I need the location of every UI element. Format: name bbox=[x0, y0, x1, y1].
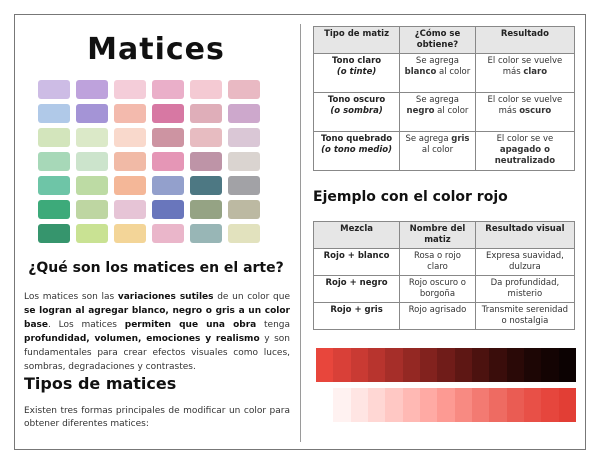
color-swatch bbox=[114, 104, 146, 123]
color-swatch bbox=[152, 104, 184, 123]
how-text: al color bbox=[421, 145, 454, 155]
intro-bold: se logran al agregar blanco, negro o gris a un color base bbox=[24, 306, 290, 330]
table-header: Tipo de matiz bbox=[314, 27, 400, 54]
result-cell bbox=[475, 54, 574, 93]
color-swatch bbox=[76, 224, 108, 243]
gradient-step bbox=[541, 388, 558, 422]
watercolor-swatch-image bbox=[38, 80, 264, 248]
gradient-step bbox=[507, 388, 524, 422]
gradient-step bbox=[351, 388, 368, 422]
color-swatch bbox=[152, 80, 184, 99]
color-swatch bbox=[228, 224, 260, 243]
gradient-step bbox=[541, 348, 558, 382]
page-title: Matices bbox=[87, 32, 225, 67]
table-row bbox=[314, 276, 575, 303]
intro-text: tenga bbox=[256, 320, 291, 330]
column-divider bbox=[300, 24, 301, 442]
white-to-red-gradient-strip bbox=[316, 388, 576, 422]
gradient-step bbox=[437, 388, 454, 422]
table-row bbox=[314, 93, 575, 132]
mix-cell: Rojo + blanco bbox=[314, 249, 400, 276]
result-text: El color se ve bbox=[496, 134, 554, 144]
gradient-step bbox=[368, 348, 385, 382]
color-swatch bbox=[114, 200, 146, 219]
table-row bbox=[314, 54, 575, 93]
color-swatch bbox=[38, 80, 70, 99]
how-cell bbox=[400, 132, 476, 171]
color-swatch bbox=[76, 200, 108, 219]
intro-bold: profundidad, volumen, emociones y realismo bbox=[24, 334, 260, 344]
color-swatch bbox=[228, 152, 260, 171]
color-swatch bbox=[152, 224, 184, 243]
color-swatch bbox=[228, 176, 260, 195]
color-swatch bbox=[152, 128, 184, 147]
color-swatch bbox=[38, 200, 70, 219]
how-cell bbox=[400, 54, 476, 93]
how-text: al color bbox=[436, 67, 471, 77]
color-swatch bbox=[76, 152, 108, 171]
gradient-step bbox=[385, 388, 402, 422]
color-swatch bbox=[190, 128, 222, 147]
gradient-step bbox=[559, 388, 576, 422]
gradient-step bbox=[559, 348, 576, 382]
gradient-step bbox=[385, 348, 402, 382]
how-bold: negro bbox=[406, 106, 435, 116]
color-swatch bbox=[190, 104, 222, 123]
matiz-type-cell bbox=[314, 54, 400, 93]
how-text: Se agrega bbox=[405, 134, 452, 144]
table-header: Mezcla bbox=[314, 222, 400, 249]
matiz-type-name: Tono claro bbox=[332, 56, 382, 66]
gradient-step bbox=[316, 388, 333, 422]
color-swatch bbox=[76, 104, 108, 123]
color-swatch bbox=[228, 104, 260, 123]
color-swatch bbox=[38, 224, 70, 243]
how-text: Se agrega bbox=[415, 56, 459, 66]
color-swatch bbox=[76, 176, 108, 195]
gradient-step bbox=[403, 348, 420, 382]
example-heading: Ejemplo con el color rojo bbox=[313, 189, 508, 205]
color-swatch bbox=[114, 128, 146, 147]
result-text: El color se vuelve más bbox=[487, 56, 563, 77]
matiz-type-cell bbox=[314, 93, 400, 132]
matiz-type-alt: (o tono medio) bbox=[321, 145, 392, 155]
color-swatch bbox=[152, 200, 184, 219]
red-example-table bbox=[313, 221, 575, 330]
gradient-step bbox=[403, 388, 420, 422]
table-header: Resultado bbox=[475, 27, 574, 54]
gradient-step bbox=[316, 348, 333, 382]
color-swatch bbox=[114, 80, 146, 99]
color-swatch bbox=[190, 152, 222, 171]
color-swatch bbox=[38, 176, 70, 195]
result-cell bbox=[475, 132, 574, 171]
shade-name-cell: Rojo agrisado bbox=[400, 303, 476, 330]
gradient-step bbox=[333, 348, 350, 382]
question-heading: ¿Qué son los matices en el arte? bbox=[28, 260, 284, 276]
gradient-step bbox=[420, 388, 437, 422]
shade-name-cell: Rosa o rojo claro bbox=[400, 249, 476, 276]
mix-cell: Rojo + negro bbox=[314, 276, 400, 303]
gradient-step bbox=[351, 348, 368, 382]
how-cell bbox=[400, 93, 476, 132]
matiz-type-alt: (o sombra) bbox=[330, 106, 383, 116]
table-header-row bbox=[314, 222, 575, 249]
how-bold: blanco bbox=[404, 67, 437, 77]
gradient-step bbox=[472, 388, 489, 422]
table-header-row bbox=[314, 27, 575, 54]
color-swatch bbox=[228, 200, 260, 219]
intro-bold: variaciones sutiles bbox=[117, 292, 214, 302]
color-swatch bbox=[76, 128, 108, 147]
gradient-step bbox=[489, 348, 506, 382]
color-swatch bbox=[190, 80, 222, 99]
result-text: El color se vuelve más bbox=[487, 95, 563, 116]
matiz-type-name: Tono oscuro bbox=[327, 95, 386, 105]
left-column bbox=[22, 18, 290, 67]
color-swatch bbox=[152, 176, 184, 195]
table-row bbox=[314, 132, 575, 171]
shade-name-cell: Rojo oscuro o borgoña bbox=[400, 276, 476, 303]
color-swatch bbox=[228, 128, 260, 147]
color-swatch bbox=[114, 176, 146, 195]
gradient-step bbox=[368, 388, 385, 422]
types-paragraph: Existen tres formas principales de modificar un color para obtener diferentes matices: bbox=[24, 406, 290, 429]
visual-result-cell: Transmite serenidad o nostalgia bbox=[475, 303, 574, 330]
how-bold: gris bbox=[451, 134, 470, 144]
gradient-step bbox=[489, 388, 506, 422]
gradient-step bbox=[437, 348, 454, 382]
matiz-types-table bbox=[313, 26, 575, 171]
gradient-step bbox=[524, 388, 541, 422]
gradient-step bbox=[455, 348, 472, 382]
gradient-step bbox=[333, 388, 350, 422]
intro-paragraph bbox=[24, 290, 290, 374]
red-to-black-gradient-strip bbox=[316, 348, 576, 382]
table-header: ¿Cómo se obtiene? bbox=[400, 27, 476, 54]
color-swatch bbox=[38, 128, 70, 147]
intro-bold: permiten que una obra bbox=[124, 320, 257, 330]
gradient-step bbox=[420, 348, 437, 382]
visual-result-cell: Da profundidad, misterio bbox=[475, 276, 574, 303]
how-text: al color bbox=[434, 106, 469, 116]
mix-cell: Rojo + gris bbox=[314, 303, 400, 330]
color-swatch bbox=[38, 152, 70, 171]
result-bold: apagado o neutralizado bbox=[494, 145, 556, 166]
matiz-type-alt: (o tinte) bbox=[336, 67, 377, 77]
color-swatch bbox=[76, 80, 108, 99]
intro-text: de un color que bbox=[213, 292, 290, 302]
intro-text: Los matices son las bbox=[24, 292, 118, 302]
color-swatch bbox=[228, 80, 260, 99]
matiz-type-name: Tono quebrado bbox=[320, 134, 393, 144]
gradient-step bbox=[455, 388, 472, 422]
table-row bbox=[314, 303, 575, 330]
table-header: Nombre del matiz bbox=[400, 222, 476, 249]
intro-text: . Los matices bbox=[47, 320, 125, 330]
table-row bbox=[314, 249, 575, 276]
color-swatch bbox=[114, 152, 146, 171]
color-swatch bbox=[152, 152, 184, 171]
how-text: Se agrega bbox=[415, 95, 459, 105]
result-cell bbox=[475, 93, 574, 132]
gradient-step bbox=[524, 348, 541, 382]
visual-result-cell: Expresa suavidad, dulzura bbox=[475, 249, 574, 276]
color-swatch bbox=[190, 224, 222, 243]
color-swatch bbox=[190, 200, 222, 219]
types-heading: Tipos de matices bbox=[24, 374, 177, 393]
color-swatch bbox=[190, 176, 222, 195]
gradient-step bbox=[507, 348, 524, 382]
result-bold: claro bbox=[523, 67, 548, 77]
color-swatch bbox=[114, 224, 146, 243]
table-header: Resultado visual bbox=[475, 222, 574, 249]
color-swatch bbox=[38, 104, 70, 123]
intro-text: y son fundamentales para crear efectos visuales como luces, sombras, degradaciones y contrastes. bbox=[24, 334, 290, 372]
result-bold: oscuro bbox=[519, 106, 552, 116]
gradient-step bbox=[472, 348, 489, 382]
matiz-type-cell bbox=[314, 132, 400, 171]
